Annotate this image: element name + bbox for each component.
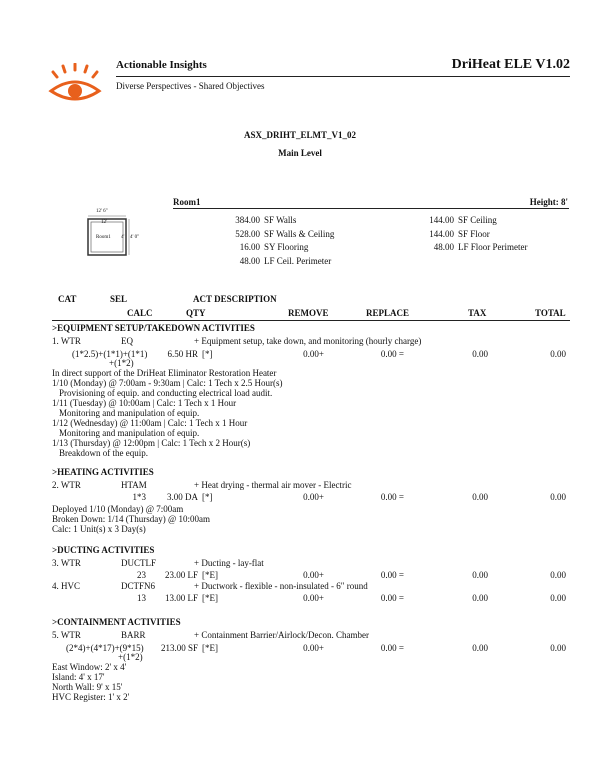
level-name: Main Level [278,148,322,158]
item-selector: DUCTLF [121,558,157,568]
item-remove: 0.00+ [303,643,324,653]
item-replace: 0.00 = [380,492,404,502]
col-qty: QTY [186,308,206,318]
item-act: [*] [202,349,213,359]
measure-unit: SF Ceiling [458,215,497,225]
item-number: 2. WTR [52,480,81,490]
item-replace: 0.00 = [380,570,404,580]
item-description: + Equipment setup, take down, and monitoring (hourly charge) [194,336,422,346]
item-total: 0.00 [550,349,566,359]
col-remove: REMOVE [288,308,329,318]
item-selector: BARR [121,630,146,640]
room-height: Height: 8' [529,197,568,207]
sketch-inner-top: 12' [101,220,107,225]
item-note: Broken Down: 1/14 (Thursday) @ 10:00am [52,514,211,524]
item-description: + Ductwork - flexible - non-insulated - 6" round [194,581,368,591]
item-replace: 0.00 = [380,349,404,359]
measure-unit: SF Floor [458,229,490,239]
item-remove: 0.00+ [303,593,324,603]
measure-value: 48.00 [433,242,454,252]
company-name: Actionable Insights [116,59,207,71]
table-header-rule [52,320,570,321]
section-title: >EQUIPMENT SETUP/TAKEDOWN ACTIVITIES [52,323,255,333]
header-rule [116,76,570,77]
item-note: North Wall: 9' x 15' [52,682,123,692]
col-replace: REPLACE [366,308,410,318]
item-description: + Containment Barrier/Airlock/Decon. Chamber [194,630,370,640]
section-title: >DUCTING ACTIVITIES [52,545,155,555]
col-act-desc: ACT DESCRIPTION [193,294,277,304]
item-qty: 13.00 LF [164,593,198,603]
item-note: Provisioning of equip. and conducting electrical load audit. [59,388,273,398]
measure-unit: SY Flooring [264,242,309,252]
room-name: Room1 [173,197,201,207]
eye-logo-icon [47,63,103,107]
measure-unit: LF Floor Perimeter [458,242,528,252]
item-note: East Window: 2' x 4' [52,662,127,672]
measure-unit: SF Walls & Ceiling [264,229,335,239]
item-number: 5. WTR [52,630,81,640]
measure-value: 384.00 [235,215,260,225]
product-name: DriHeat ELE V1.02 [451,57,570,72]
item-note: Monitoring and manipulation of equip. [59,428,200,438]
item-selector: HTAM [121,480,147,490]
item-selector: DCTFN6 [121,581,156,591]
item-description: + Heat drying - thermal air mover - Electric [194,480,352,490]
item-total: 0.00 [550,593,566,603]
sketch-inner-side: 4' [121,235,125,240]
item-note: In direct support of the DriHeat Eliminator Restoration Heater [52,368,277,378]
item-note: Breakdown of the equip. [59,448,148,458]
item-total: 0.00 [550,570,566,580]
item-calc: (2*4)+(4*17)+(9*15) [66,643,144,653]
item-note: Monitoring and manipulation of equip. [59,408,200,418]
item-description: + Ducting - lay-flat [194,558,264,568]
item-tax: 0.00 [472,570,488,580]
sketch-side-dim: 4' 0" [130,235,140,240]
item-calc-cont: +(1*2) [109,358,134,368]
section-title: >HEATING ACTIVITIES [52,467,154,477]
item-act: [*] [202,492,213,502]
item-note: Deployed 1/10 (Monday) @ 7:00am [52,504,184,514]
measure-unit: SF Walls [264,215,297,225]
item-replace: 0.00 = [380,593,404,603]
item-calc: (1*2.5)+(1*1)+(1*1) [72,349,148,359]
item-note: 1/10 (Monday) @ 7:00am - 9:30am | Calc: 1 Tech x 2.5 Hour(s) [52,378,283,388]
item-tax: 0.00 [472,492,488,502]
item-total: 0.00 [550,492,566,502]
item-replace: 0.00 = [380,643,404,653]
item-tax: 0.00 [472,643,488,653]
measure-value: 16.00 [239,242,260,252]
item-calc: 23 [137,570,146,580]
item-note: Calc: 1 Unit(s) x 3 Day(s) [52,524,146,534]
measure-value: 48.00 [239,256,260,266]
item-remove: 0.00+ [303,570,324,580]
measure-unit: LF Ceil. Perimeter [264,256,332,266]
section-title: >CONTAINMENT ACTIVITIES [52,617,181,627]
item-number: 3. WTR [52,558,81,568]
measure-value: 528.00 [235,229,260,239]
item-calc-cont: +(1*2) [118,652,143,662]
item-act: [*E] [202,570,218,580]
item-note: 1/12 (Wednesday) @ 11:00am | Calc: 1 Tech x 1 Hour [52,418,248,428]
item-remove: 0.00+ [303,492,324,502]
col-calc: CALC [127,308,153,318]
col-total: TOTAL [535,308,566,318]
room-rule [173,208,569,209]
item-note: 1/13 (Thursday) @ 12:00pm | Calc: 1 Tech x 2 Hour(s) [52,438,251,448]
item-qty: 6.50 HR [167,349,198,359]
item-act: [*E] [202,643,218,653]
item-remove: 0.00+ [303,349,324,359]
sketch-top-dim: 12' 6" [96,209,108,214]
col-cat: CAT [58,294,77,304]
measure-value: 144.00 [429,215,454,225]
item-number: 1. WTR [52,336,81,346]
item-tax: 0.00 [472,349,488,359]
col-sel: SEL [110,294,128,304]
item-qty: 23.00 LF [164,570,198,580]
item-qty: 3.00 DA [167,492,198,502]
item-total: 0.00 [550,643,566,653]
item-act: [*E] [202,593,218,603]
measure-value: 144.00 [429,229,454,239]
estimate-name: ASX_DRIHT_ELMT_V1_02 [243,130,356,140]
item-tax: 0.00 [472,593,488,603]
col-tax: TAX [468,308,487,318]
item-number: 4. HVC [52,581,81,591]
item-calc: 13 [137,593,146,603]
item-calc: 1*3 [132,492,146,502]
item-note: 1/11 (Tuesday) @ 10:00am | Calc: 1 Tech x 1 Hour [52,398,237,408]
item-qty: 213.00 SF [160,643,198,653]
sketch-room-label: Room1 [96,235,111,240]
company-tagline: Diverse Perspectives - Shared Objectives [116,81,265,91]
item-selector: EQ [121,336,133,346]
item-note: Island: 4' x 17' [52,672,105,682]
item-note: HVC Register: 1' x 2' [52,692,130,702]
